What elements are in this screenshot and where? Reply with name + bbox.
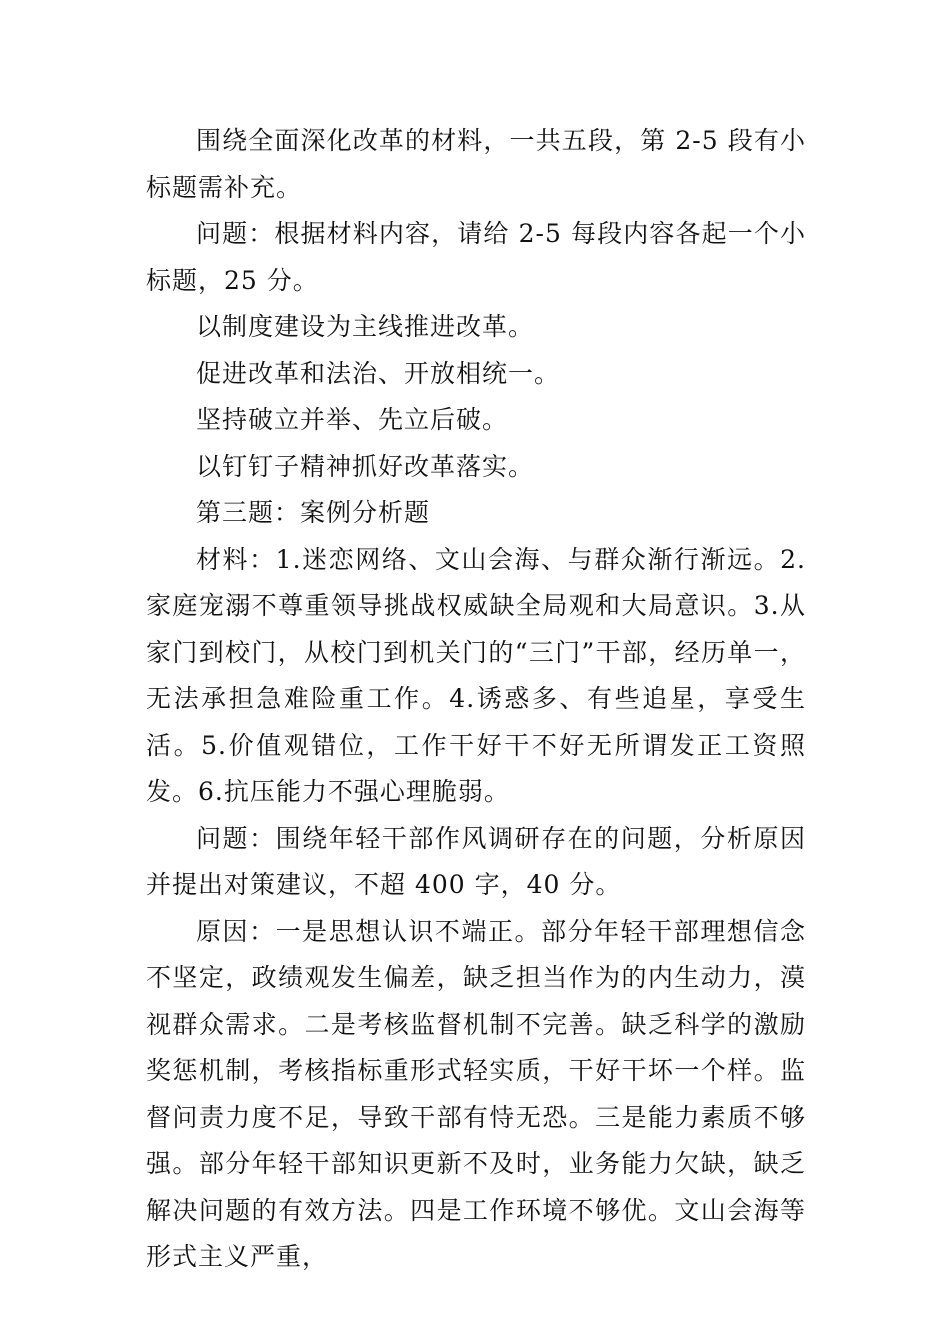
paragraph-material: 材料：1.迷恋网络、文山会海、与群众渐行渐远。2.家庭宠溺不尊重领导挑战权威缺全局观和大局意识。3.从家门到校门，从校门到机关门的“三门”干部，经历单一，无法承担急难险重工作。4.诱惑多、有些追星，享受生活。5.价值观错位，工作干好干不好无所谓发正工资照发。6.抗压能力不强心理脆弱。 — [146, 544, 806, 806]
document-body — [146, 118, 806, 1281]
paragraph-question-1: 问题：根据材料内容，请给 2-5 每段内容各起一个小标题，25 分。 — [146, 219, 806, 295]
paragraph-answer-3: 坚持破立并举、先立后破。 — [196, 405, 509, 434]
section-heading-case-analysis: 第三题：案例分析题 — [196, 498, 431, 527]
paragraph-answer-2: 促进改革和法治、开放相统一。 — [196, 358, 561, 388]
paragraph-question-2: 问题：围绕年轻干部作风调研存在的问题，分析原因并提出对策建议，不超 400 字，40 分。 — [146, 823, 806, 899]
paragraph-reasons: 原因：一是思想认识不端正。部分年轻干部理想信念不坚定，政绩观发生偏差，缺乏担当作为的内生动力，漠视群众需求。二是考核监督机制不完善。缺乏科学的激励奖惩机制，考核指标重形式轻实质，干好干坏一个样。监督问责力度不足，导致干部有恃无恐。三是能力素质不够强。部分年轻干部知识更新不及时，业务能力欠缺，缺乏解决问题的有效方法。四是工作环境不够优。文山会海等形式主义严重， — [146, 916, 806, 1271]
paragraph-intro: 围绕全面深化改革的材料，一共五段，第 2-5 段有小标题需补充。 — [146, 126, 806, 202]
paragraph-answer-4: 以钉钉子精神抓好改革落实。 — [196, 451, 535, 481]
paragraph-answer-1: 以制度建设为主线推进改革。 — [196, 312, 535, 341]
